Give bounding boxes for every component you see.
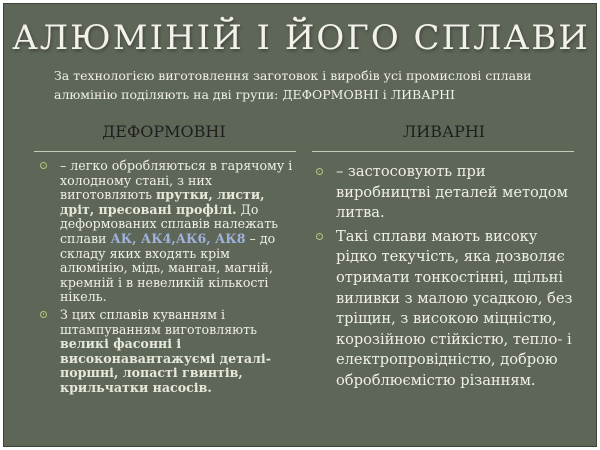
item-text: – застосовують при виробництві деталей методом литва. (336, 163, 568, 222)
circle-bullet-icon (40, 162, 47, 169)
intro-sentence: За технологією виготовлення заготовок і виробів усі промислові сплави алюмінію поділяють на дві групи: (54, 68, 532, 102)
list-item (314, 227, 576, 392)
intro-groups: ДЕФОРМОВНІ і ЛИВАРНІ (282, 87, 455, 102)
heading-cast: ЛИВАРНІ (402, 122, 486, 141)
alloy-names: АК, АК4,АК6, АК8 (110, 230, 246, 246)
slide (3, 3, 597, 447)
list-item (38, 308, 300, 396)
list-item (38, 159, 300, 305)
item-bold-text: великі фасонні і високонавантажуємі деталі- поршні, лопасті гвинтів, крильчатки насосів. (60, 336, 271, 395)
divider-left (34, 151, 296, 152)
slide-title: АЛЮМІНІЙ І ЙОГО СПЛАВИ (12, 18, 590, 58)
item-text: – легко обробляються в гарячому і холодному стані, з них виготовляють (60, 158, 293, 203)
item-text: З цих сплавів куванням і штампуванням виготовляють (60, 306, 257, 337)
divider-right (312, 151, 574, 152)
circle-bullet-icon (316, 233, 323, 240)
intro-text (54, 66, 584, 104)
item-bold-text: прутки, листи, дріт, пресовані профілі. (60, 187, 265, 217)
list-cast (314, 162, 576, 395)
circle-bullet-icon (316, 168, 323, 175)
item-text: – до складу яких входять крім алюмінію, мідь, манган, магній, кремній і в невеликій кількості нікель. (60, 230, 276, 305)
circle-bullet-icon (40, 311, 47, 318)
item-text: Такі сплави мають високу рідко текучість, яка дозволяє отримати тонкостінні, щільні виливки з малою усадкою, без тріщин, з високою міцністю, корозійною стійкістю, тепло- і електропровідністю, доброю оброблюємістю різанням. (336, 227, 573, 389)
list-deformable (38, 159, 300, 399)
heading-deformable: ДЕФОРМОВНІ (102, 122, 226, 141)
list-item (314, 162, 576, 224)
item-text: До деформованих сплавів належать сплави (60, 201, 279, 246)
